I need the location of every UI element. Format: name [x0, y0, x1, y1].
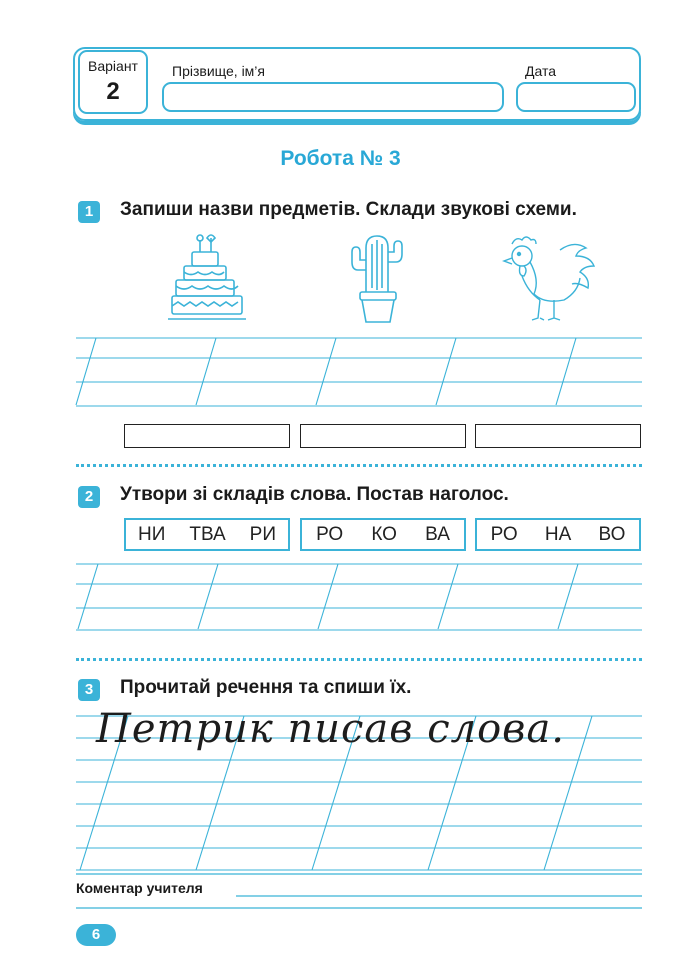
task-3-number: 3	[78, 679, 100, 701]
writing-lines-2	[76, 564, 642, 630]
task-2-text: Утвори зі складів слова. Постав наголос.	[120, 484, 509, 505]
handwritten-sentence: Петрик писав слова.	[96, 706, 566, 752]
task-3-text: Прочитай речення та спиши їх.	[120, 677, 412, 698]
page-title: Робота № 3	[280, 147, 401, 170]
syllable-group-2	[300, 518, 466, 551]
syllable: РИ	[249, 523, 276, 545]
syllable-group-3	[475, 518, 641, 551]
sound-scheme-box-1[interactable]	[124, 424, 290, 448]
syllable-group-1	[124, 518, 290, 551]
sound-scheme-box-2[interactable]	[300, 424, 466, 448]
syllable: ВО	[598, 523, 626, 545]
section-divider	[76, 658, 642, 661]
page-number: 6	[76, 924, 116, 946]
task-2-number: 2	[78, 486, 100, 508]
syllable: НА	[544, 523, 572, 545]
syllable: КО	[371, 523, 397, 545]
cactus-icon	[352, 236, 402, 322]
date-label: Дата	[525, 63, 557, 79]
variant-label: Варіант	[88, 58, 138, 74]
cake-icon	[168, 235, 246, 319]
sound-scheme-box-3[interactable]	[475, 424, 641, 448]
rooster-icon	[504, 237, 594, 320]
teacher-comment-label: Коментар учителя	[76, 880, 203, 896]
name-label: Прізвище, ім’я	[172, 63, 265, 79]
section-divider	[76, 464, 642, 467]
task-1-number: 1	[78, 201, 100, 223]
syllable: РО	[490, 523, 518, 545]
syllable: НИ	[137, 523, 166, 545]
syllable: ТВА	[189, 523, 226, 545]
task-1-text: Запиши назви предметів. Склади звукові схеми.	[120, 199, 577, 220]
syllable: ВА	[425, 523, 450, 545]
writing-lines-1	[76, 338, 642, 406]
syllable: РО	[316, 523, 344, 545]
variant-number: 2	[106, 78, 120, 105]
